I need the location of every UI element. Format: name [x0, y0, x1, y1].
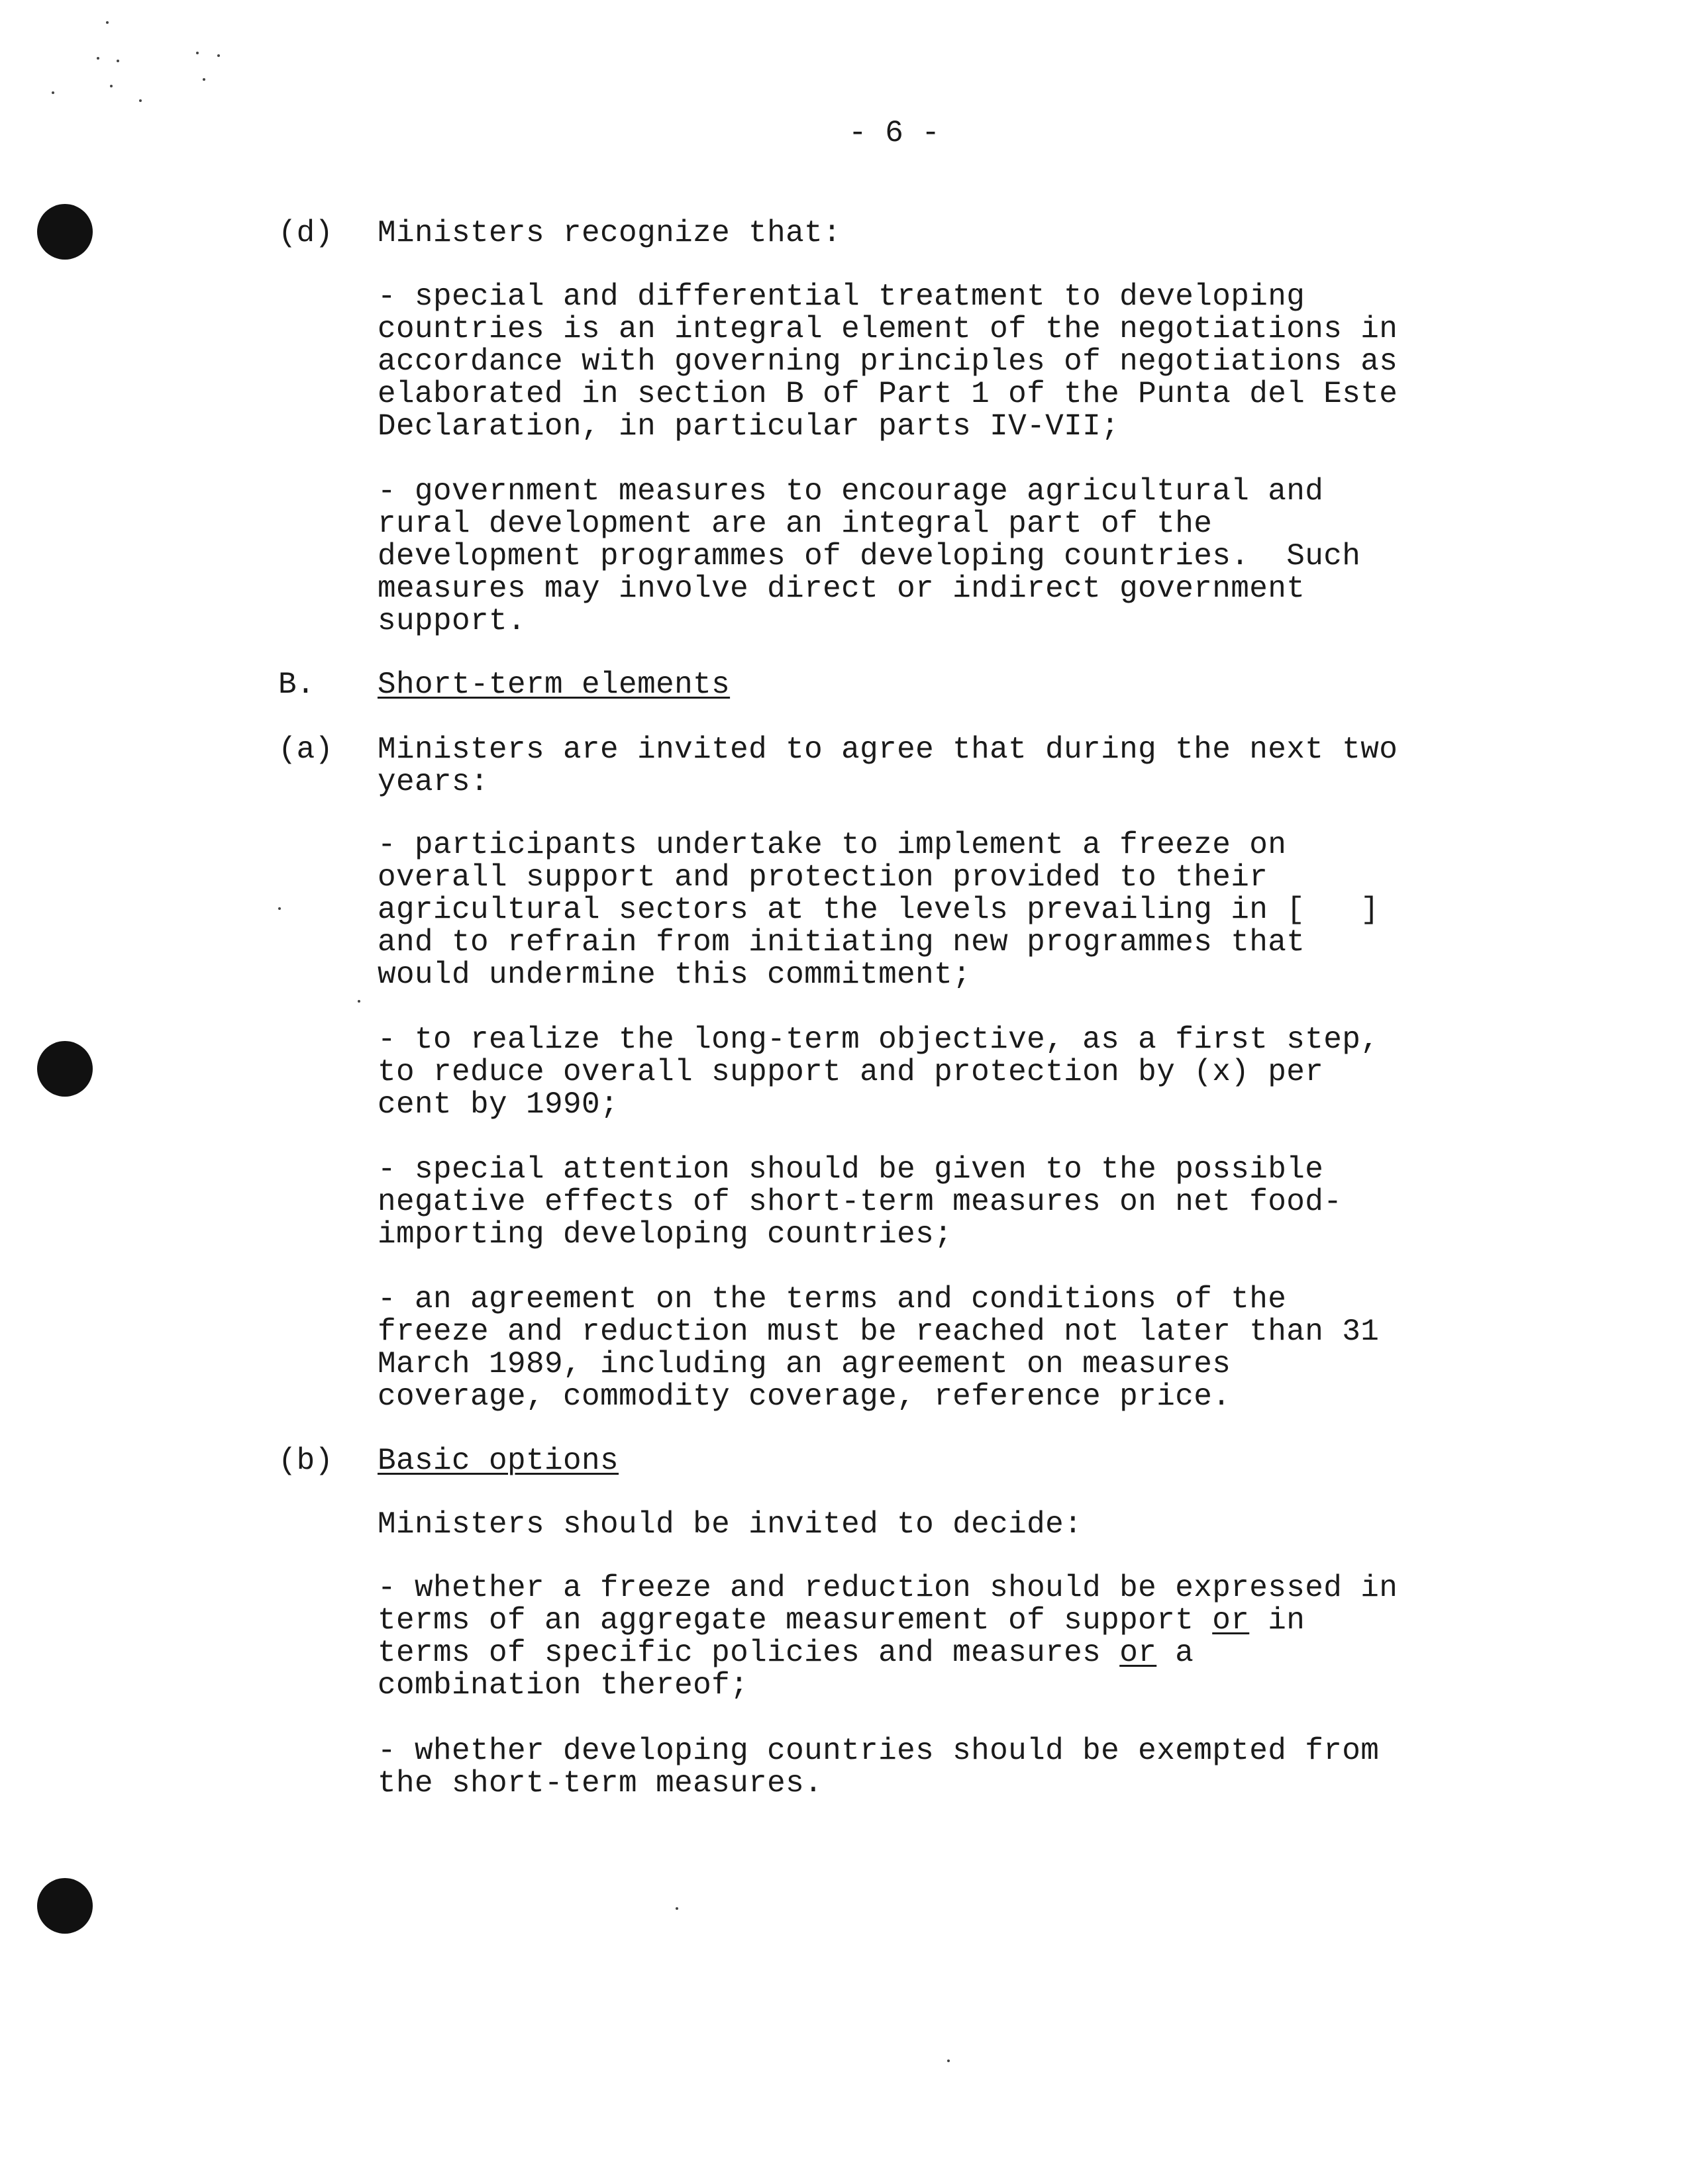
section-d-point-2: - government measures to encourage agricultural and rural development are an integral part of the development programmes of developing countries. Such measures may involve direct or indirect government support. [378, 474, 1361, 638]
section-a-point-3: - special attention should be given to the possible negative effects of short-term measures on net food- importing developing countries; [378, 1152, 1343, 1252]
punch-hole-middle [37, 1041, 93, 1097]
section-b-heading: Basic options [378, 1444, 619, 1478]
option-1-text-a: - whether a freeze and reduction should be expressed in terms of an aggregate measurement of support [378, 1571, 1398, 1638]
scan-speck [358, 1000, 360, 1003]
scan-speck [217, 54, 220, 57]
scan-speck [676, 1907, 678, 1910]
scan-speck [278, 907, 281, 910]
option-1-or-1: or [1212, 1603, 1250, 1638]
punch-hole-bottom [37, 1878, 93, 1934]
scan-speck [52, 91, 54, 94]
option-1-text-b: in terms of specific policies and measures [378, 1603, 1305, 1670]
section-d-label: (d) [278, 216, 333, 250]
section-a-intro: Ministers are invited to agree that during the next two years: [378, 732, 1398, 799]
section-b-label: (b) [278, 1444, 333, 1478]
punch-hole-top [37, 204, 93, 260]
section-a-label: (a) [278, 732, 333, 767]
section-B-heading: Short-term elements [378, 668, 731, 702]
section-d-point-1: - special and differential treatment to developing countries is an integral element of the negotiations in accordance with governing principles of negotiations as elaborated in section B of Part 1 of the Punta del Este Declaration, in particular parts IV-VII; [378, 279, 1398, 444]
section-b-option-1 [378, 1572, 1398, 1702]
scan-speck [947, 2060, 950, 2062]
section-a-point-4: - an agreement on the terms and conditions of the freeze and reduction must be reached not later than 31 March 1989, including an agreement on measures coverage, commodity coverage, reference price. [378, 1282, 1380, 1414]
section-b-intro: Ministers should be invited to decide: [378, 1507, 1083, 1542]
scan-speck [203, 78, 205, 81]
scan-speck [117, 60, 119, 62]
scan-speck [106, 21, 109, 24]
scan-speck [110, 85, 113, 87]
section-b-option-2: - whether developing countries should be exempted from the short-term measures. [378, 1734, 1380, 1801]
scan-speck [139, 99, 142, 102]
option-1-or-2: or [1119, 1636, 1157, 1670]
section-a-point-2: - to realize the long-term objective, as a first step, to reduce overall support and protection by (x) per cent by 1990; [378, 1022, 1380, 1122]
option-1-text-c: a combination thereof; [378, 1636, 1194, 1703]
section-d-intro: Ministers recognize that: [378, 216, 842, 250]
page-number: - 6 - [848, 116, 941, 150]
scan-speck [97, 57, 99, 60]
scan-speck [196, 52, 199, 54]
section-B-label: B. [278, 668, 315, 702]
section-a-point-1: - participants undertake to implement a freeze on overall support and protection provided to their agricultural sectors at the levels prevailing in [ ] and to refrain from initiating new programmes that would undermine this commitment; [378, 828, 1380, 992]
